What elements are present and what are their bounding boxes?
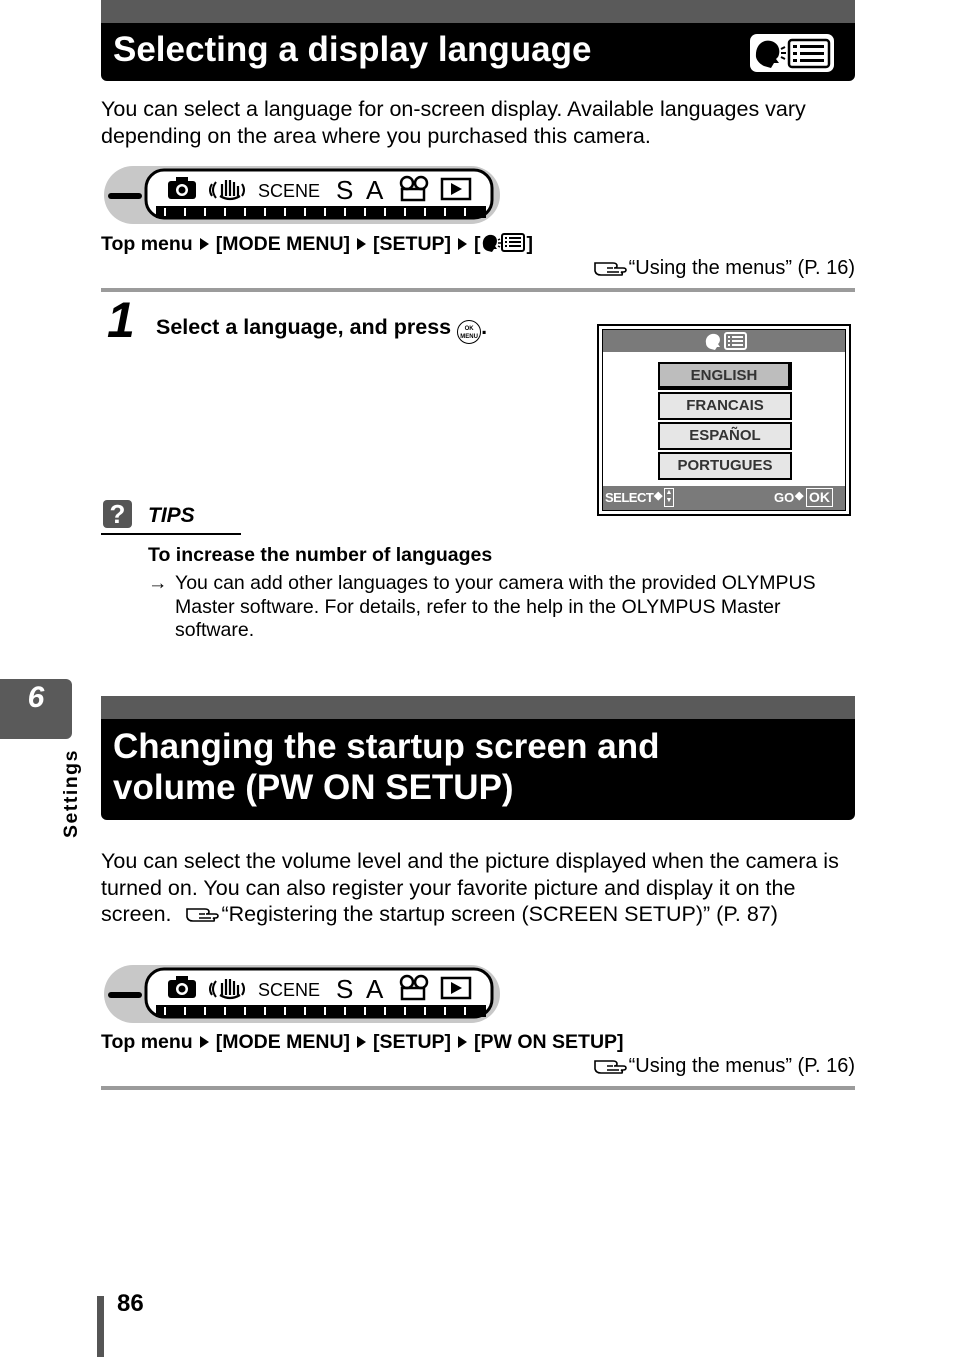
menu-path-setup: [SETUP] — [373, 1031, 452, 1053]
mode-dial-icon — [104, 965, 500, 1023]
svg-text:A: A — [366, 175, 384, 205]
ok-label: OK — [806, 488, 833, 507]
step-text: Select a language, and press — [156, 315, 452, 339]
svg-text:A: A — [366, 974, 384, 1004]
arrow-icon: → — [148, 572, 168, 594]
mode-dial-graphic — [104, 166, 500, 224]
menu-path-mode-menu: [MODE MENU] — [215, 1031, 351, 1053]
reference-text: “Using the menus” (P. 16) — [628, 1055, 855, 1077]
tips-question-icon: ? — [103, 500, 132, 528]
diamond-icon: ◆ — [795, 490, 804, 502]
reference-text: “Using the menus” (P. 16) — [628, 257, 855, 279]
language-small-icon — [481, 232, 527, 254]
diamond-icon: ◆ — [654, 490, 663, 502]
arrow-right-icon — [200, 1036, 209, 1048]
menu-path-mode-menu: [MODE MENU] — [215, 233, 351, 255]
tips-body — [148, 572, 858, 643]
pointing-hand-icon — [184, 903, 222, 923]
header-band — [101, 696, 855, 719]
language-menu-icon — [749, 33, 835, 73]
tips-text: You can add other languages to your camera with the provided OLYMPUS Master software. For details, refer to the help in the OLYMPUS Master software. — [175, 572, 816, 641]
tips-label: TIPS — [148, 504, 195, 527]
camera-screen — [602, 329, 846, 511]
menu-path — [101, 1031, 624, 1054]
go-label: GO — [774, 490, 795, 505]
page-number-bar — [97, 1296, 104, 1357]
section-title-line2: volume (PW ON SETUP) — [113, 768, 514, 807]
tips-heading: To increase the number of languages — [148, 544, 493, 566]
section1-intro: You can select a language for on-screen display. Available languages vary depending on the area where you purchased this camera. — [101, 97, 806, 148]
chapter-tab — [0, 679, 72, 739]
updown-icon: ▲ ▼ — [664, 488, 674, 507]
arrow-right-icon — [357, 238, 366, 250]
language-menu-icon — [704, 331, 750, 351]
section-title: Selecting a display language — [113, 30, 592, 69]
select-label: SELECT — [605, 490, 654, 505]
page-number: 86 — [117, 1290, 144, 1317]
pointing-hand-icon — [593, 1055, 629, 1075]
mode-dial-icon — [104, 166, 500, 224]
camera-screen-illustration — [597, 324, 851, 516]
menu-path-pw-on-setup: [PW ON SETUP] — [474, 1031, 624, 1053]
arrow-right-icon — [357, 1036, 366, 1048]
svg-text:S: S — [336, 974, 354, 1004]
step-number: 1 — [107, 292, 135, 348]
chapter-label: Settings — [60, 749, 82, 838]
language-option-espanol[interactable]: ESPAÑOL — [658, 422, 792, 450]
page-reference — [593, 1055, 855, 1078]
arrow-right-icon — [458, 1036, 467, 1048]
screen-footer-bar — [603, 486, 845, 510]
section-divider — [101, 1086, 855, 1090]
language-option-english[interactable]: ENGLISH — [658, 362, 792, 390]
svg-text:SCENE: SCENE — [258, 980, 321, 1000]
arrow-right-icon — [458, 238, 467, 250]
section2-intro-text: You can select the volume level and the picture displayed when the camera is turned on. You can also register your favorite picture and display it on the screen. — [101, 849, 839, 926]
arrow-right-icon — [200, 238, 209, 250]
screen-title-bar — [603, 330, 845, 352]
section2-intro — [101, 848, 861, 928]
pointing-hand-icon — [593, 257, 629, 277]
mode-dial-graphic — [104, 965, 500, 1023]
language-option-portugues[interactable]: PORTUGUES — [658, 452, 792, 480]
menu-path — [101, 232, 533, 256]
ok-menu-button-icon: OK MENU — [457, 320, 481, 344]
menu-path-lang-open: [ — [474, 233, 481, 255]
chapter-number: 6 — [27, 681, 45, 714]
section-divider — [101, 288, 855, 292]
step-end: . — [481, 315, 488, 339]
menu-path-top: Top menu — [101, 233, 193, 255]
section-header-display-language — [101, 0, 855, 81]
tips-underline — [101, 533, 241, 535]
header-band — [101, 0, 855, 23]
step-instruction — [156, 315, 487, 344]
language-option-francais[interactable]: FRANCAIS — [658, 392, 792, 420]
svg-text:SCENE: SCENE — [258, 181, 321, 201]
menu-path-lang-close: ] — [526, 233, 534, 255]
menu-path-setup: [SETUP] — [373, 233, 452, 255]
page-reference — [593, 257, 855, 280]
section-title-line1: Changing the startup screen and — [113, 727, 660, 766]
menu-path-top: Top menu — [101, 1031, 193, 1053]
section-header-startup-screen — [101, 696, 855, 820]
svg-text:S: S — [336, 175, 354, 205]
section2-intro-ref: “Registering the startup screen (SCREEN SETUP)” (P. 87) — [221, 902, 778, 926]
